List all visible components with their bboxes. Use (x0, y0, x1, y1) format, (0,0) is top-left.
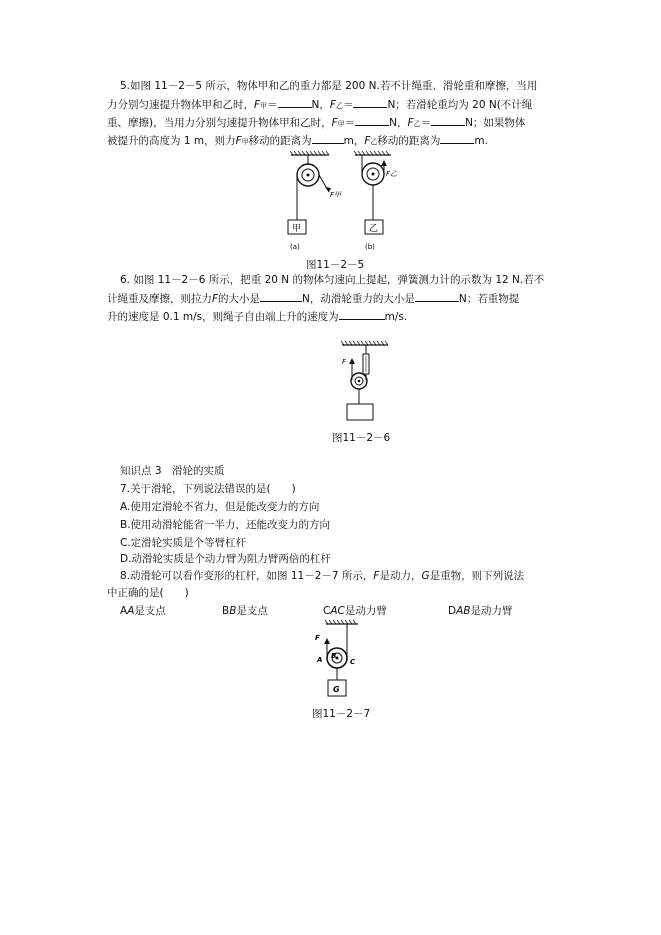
answer-blank[interactable] (440, 133, 474, 144)
q8-text: 是重物，则下列说法 (429, 570, 525, 582)
q8-text: 是动力， (379, 570, 422, 582)
q8-option-c[interactable] (323, 604, 387, 618)
q5-text: 力分别匀速提升物体甲和乙时， (107, 99, 254, 111)
ceiling (325, 620, 358, 624)
pulley-a (297, 164, 319, 186)
answer-blank[interactable] (415, 291, 459, 302)
q7-option-d[interactable]: D.动滑轮实质是个动力臂为阻力臂两倍的杠杆 (120, 553, 331, 565)
moving-pulley (351, 373, 367, 389)
answer-blank[interactable] (431, 115, 465, 126)
g-var: G (421, 570, 430, 582)
q8-option-d[interactable] (448, 604, 512, 618)
q8-option-a[interactable] (120, 604, 166, 618)
q7-option-a[interactable]: A.使用定滑轮不省力，但是能改变力的方向 (120, 501, 320, 513)
q6-text: N；若重物提 (458, 293, 520, 305)
force-arrow (342, 358, 355, 366)
ceiling (341, 341, 388, 345)
moving-pulley (327, 648, 347, 668)
f-yi: F (364, 135, 371, 147)
f-var: F (212, 293, 219, 305)
option-letter: C (323, 605, 331, 617)
q7-option-b[interactable]: B.使用动滑轮能省一半力，还能改变力的方向 (120, 519, 331, 531)
q6-text: N，动滑轮重力的大小是 (302, 293, 415, 305)
figure-caption: 图11－2－5 (306, 259, 365, 271)
equals: ＝ (344, 117, 356, 129)
f-jia: F (254, 99, 261, 111)
answer-blank[interactable] (260, 291, 302, 302)
q8-text: 8.动滑轮可以看作变形的杠杆，如图 11－2－7 所示， (120, 570, 374, 582)
sub-yi: 乙 (335, 102, 343, 110)
q5-text: N；若滑轮重均为 20 N(不计绳 (387, 99, 533, 111)
q6-text: 计绳重及摩擦，则拉力 (107, 293, 212, 305)
q7-stem: 7.关于滑轮，下列说法错误的是( ) (120, 483, 296, 495)
force-arrow (315, 634, 330, 644)
sub-jia: 甲 (260, 102, 268, 110)
unit: N， (389, 117, 408, 129)
point-a-label: A (317, 656, 323, 664)
option-text: 是动力臂 (344, 605, 387, 617)
equals: ＝ (420, 117, 432, 129)
f-jia: F (235, 135, 242, 147)
label-b: (b) (365, 243, 375, 251)
sub-yi: 乙 (370, 138, 378, 146)
q5-line-4 (107, 133, 488, 149)
q8-option-b[interactable] (222, 604, 268, 618)
spring-scale (363, 354, 369, 374)
answer-blank[interactable] (353, 97, 387, 108)
option-var: A (127, 605, 135, 617)
force-label-b: F乙 (386, 170, 398, 178)
equals: ＝ (342, 99, 354, 111)
figure-11-2-6 (340, 340, 400, 425)
answer-blank[interactable] (339, 309, 385, 320)
svg-text:G: G (333, 685, 340, 694)
q6-line-1: 6. 如图 11－2－6 所示，把重 20 N 的物体匀速向上提起，弹簧测力计的示数为 12 N.若不 (120, 274, 545, 286)
option-var: AC (330, 605, 345, 617)
q5-text: m， (343, 135, 365, 147)
ceiling-a (290, 151, 329, 155)
option-var: AB (456, 605, 471, 617)
figure-caption: 图11－2－6 (332, 432, 391, 444)
q6-line-3 (107, 309, 407, 324)
force-arrow-a (325, 187, 342, 199)
q5-line-1: 5.如图 11－2－5 所示，物体甲和乙的重力都是 200 N.若不计绳重、滑轮重和摩擦，当用 (120, 80, 538, 92)
q5-text: 重、摩擦)，当用力分别匀速提升物体甲和乙时， (107, 117, 332, 129)
label-a: (a) (290, 243, 300, 251)
q5-text: 移动的距离为 (377, 135, 441, 147)
option-text: 是支点 (236, 605, 268, 617)
q6-text: m/s. (384, 311, 408, 323)
pulley-b (362, 163, 384, 185)
ceiling-b (354, 151, 391, 155)
option-var: B (229, 605, 237, 617)
option-letter: A (120, 605, 128, 617)
q6-line-2 (107, 291, 519, 306)
q5-text: 被提升的高度为 1 m，则力 (107, 135, 236, 147)
box-yi (365, 220, 383, 234)
f-yi: F (407, 117, 414, 129)
svg-text:乙: 乙 (369, 224, 379, 234)
answer-blank[interactable] (355, 115, 389, 126)
q5-line-2 (107, 97, 532, 113)
q7-option-c[interactable]: C.定滑轮实质是个等臂杠杆 (120, 537, 247, 549)
q5-text: 移动的距离为 (248, 135, 312, 147)
f-jia: F (331, 117, 338, 129)
point-b-label: B (331, 652, 337, 660)
q5-line-3 (107, 115, 525, 131)
sub-jia: 甲 (241, 138, 249, 146)
f-yi: F (329, 99, 336, 111)
figure-11-2-7 (312, 620, 362, 700)
unit: N， (311, 99, 330, 111)
weight-box (328, 680, 346, 696)
answer-blank[interactable] (278, 97, 312, 108)
q8-line-1 (120, 569, 524, 583)
point-c-label: C (350, 658, 356, 666)
q6-text: 升的速度是 0.1 m/s，则绳子自由端上升的速度为 (107, 311, 339, 323)
figure-caption: 图11－2－7 (312, 708, 371, 720)
option-text: 是动力臂 (470, 605, 513, 617)
q6-text: 的大小是 (218, 293, 261, 305)
q5-text: m. (474, 135, 488, 147)
answer-blank[interactable] (312, 133, 344, 144)
force-label: F (315, 634, 320, 642)
option-letter: B (222, 605, 230, 617)
knowledge-point-title: 知识点 3 滑轮的实质 (120, 465, 225, 477)
figure-11-2-5 (285, 150, 405, 255)
f-var: F (373, 570, 380, 582)
q5-text: N；如果物体 (465, 117, 526, 129)
q8-line-2: 中正确的是( ) (107, 587, 189, 599)
option-text: 是支点 (134, 605, 166, 617)
sub-yi: 乙 (413, 120, 421, 128)
force-label-a: F甲 (330, 191, 342, 199)
sub-jia: 甲 (337, 120, 345, 128)
svg-text:甲: 甲 (292, 224, 302, 234)
force-label: F (342, 358, 347, 366)
weight-box (347, 404, 373, 420)
option-letter: D (448, 605, 457, 617)
box-jia (288, 220, 306, 234)
equals: ＝ (267, 99, 278, 111)
